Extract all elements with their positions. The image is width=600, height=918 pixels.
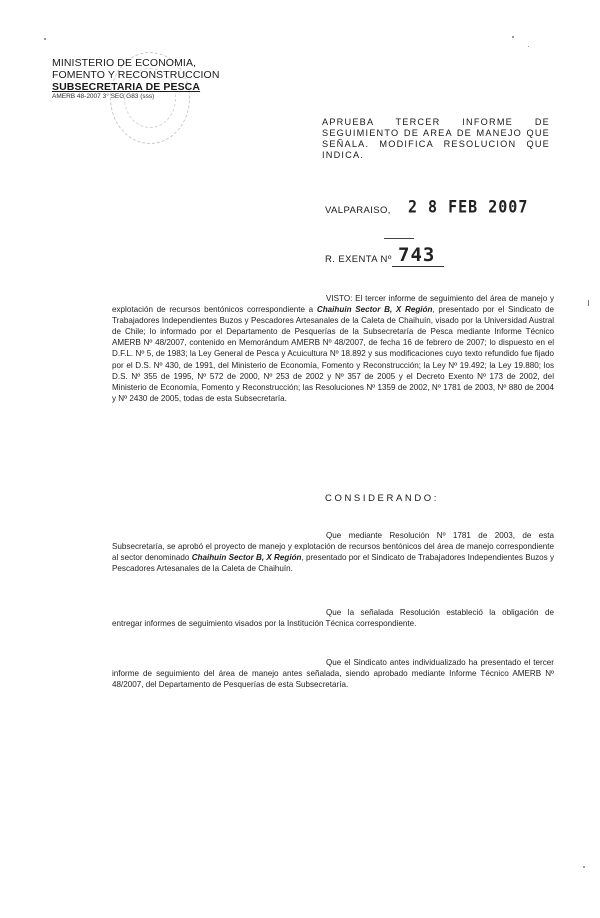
letterhead [52,57,220,101]
place-label: VALPARAISO, [325,205,391,216]
considerando-paragraph-3: Que el Sindicato antes individualizado ha presentado el tercer informe de seguimiento del área de manejo antes señalada, siendo aprobado mediante Informe Técnico AMERB Nº 48/2007, del Departamento de Pesquerías de esta Subsecretaría. [112,658,554,690]
considerando-paragraph-2: Que la señalada Resolución estableció la obligación de entregar informes de seguimiento visados por la Institución Técnica correspondiente. [112,608,554,629]
scan-speck [588,300,589,306]
visto-paragraph: VISTO: El tercer informe de seguimiento del área de manejo y explotación de recursos bentónicos correspondiente a Chaihuin Sector B, X Región, presentado por el Sindicato de Trabajadores Independientes Buzos y Pescadores Artesanales de la Caleta de Chaihuín, visado por la Universidad Austral de Chile; lo informado por el Departamento de Pesquerías de la Subsecretaría de Pesca mediante Informe Técnico AMERB Nº 48/2007, contenido en Memorándum AMERB Nº 48/2007, de fecha 16 de febrero de 2007; lo dispuesto en el D.F.L. Nº 5, de 1983; la Ley General de Pesca y Acuicultura Nº 18.892 y sus modificaciones cuyo texto refundido fue fijado por el D.S. Nº 430, de 1991, del Ministerio de Economía, Fomento y Reconstrucción; la Ley Nº 19.492; la Ley 19.880; los D.S. Nº 355 de 1995, Nº 572 de 2000, Nº 253 de 2002 y Nº 357 de 2005 y el Decreto Exento Nº 173 de 2002, del Ministerio de Economía, Fomento y Reconstrucción; las Resoluciones Nº 1359 de 2002, Nº 1781 de 2003, Nº 880 de 2004 y Nº 2430 de 2005, todas de esta Subsecretaría. [112,294,554,403]
number-underline [392,266,444,267]
reference-code: AMERB 48-2007 3° SEG G83 (sss) [52,93,155,100]
scan-speck [583,866,585,868]
resolution-label: R. EXENTA Nº [325,254,392,265]
considerando-paragraph-1: Que mediante Resolución Nº 1781 de 2003, de esta Subsecretaría, se aprobó el proyecto de manejo y explotación de recursos bentónicos del área de manejo correspondiente al sector denominado Chaihuin Sector B, X Región, presentado por el Sindicato de Trabajadores Independientes Buzos y Pescadores Artesanales de la Caleta de Chaihuín. [112,531,554,574]
subsecretaria-name: SUBSECRETARIA DE PESCA [52,81,201,93]
date-stamp: 2 8 FEB 2007 [408,196,529,218]
stamp-mark [384,238,414,239]
visto-lead: VISTO: [326,294,353,303]
area-name: Chaihuin Sector B, X Región [191,553,302,563]
ministry-name: MINISTERIO DE ECONOMIA, [52,57,197,69]
area-name: Chaihuin Sector B, X Región [316,305,433,315]
scan-speck [512,36,514,38]
resolution-title: APRUEBA TERCER INFORME DE SEGUIMIENTO DE AREA DE MANEJO QUE SEÑALA. MODIFICA RESOLUCION QUE INDICA. [322,117,550,160]
considerando-heading: CONSIDERANDO: [325,493,440,504]
scan-speck [44,38,46,40]
scan-speck [528,46,529,47]
ministry-name-line2: FOMENTO Y RECONSTRUCCION [52,69,220,81]
resolution-number: 743 [398,244,436,266]
